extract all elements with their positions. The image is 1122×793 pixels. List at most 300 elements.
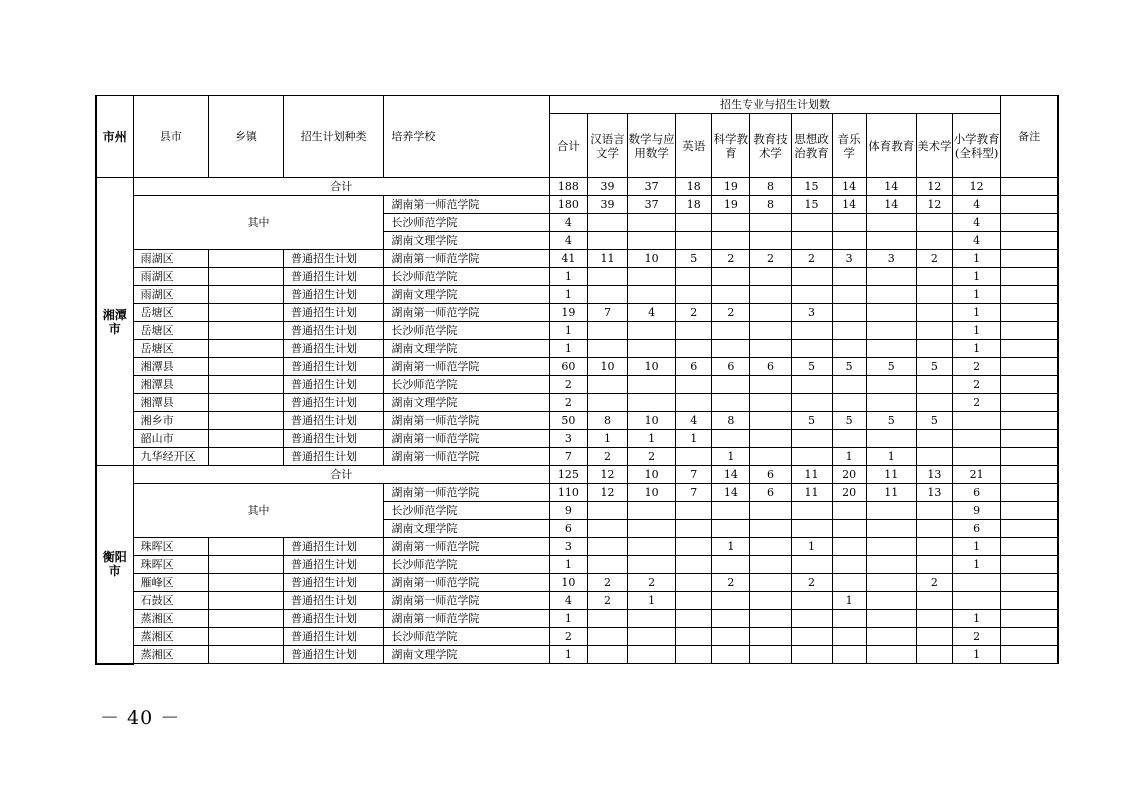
value-cell (866, 610, 916, 628)
value-cell (587, 232, 627, 250)
value-cell (628, 268, 676, 286)
value-cell (587, 628, 627, 646)
value-cell (712, 646, 750, 664)
school-cell: 湖南第一师范学院 (384, 304, 549, 322)
value-cell: 3 (866, 250, 916, 268)
value-cell: 5 (791, 358, 832, 376)
value-cell: 6 (549, 520, 587, 538)
value-cell (866, 646, 916, 664)
header-col-math: 数学与应用数学 (628, 114, 676, 178)
value-cell (791, 340, 832, 358)
value-cell: 18 (676, 196, 712, 214)
value-cell (832, 232, 866, 250)
value-cell (750, 592, 791, 610)
value-cell: 6 (952, 520, 1000, 538)
value-cell: 10 (628, 412, 676, 430)
value-cell: 125 (549, 466, 587, 484)
value-cell (832, 322, 866, 340)
value-cell (866, 340, 916, 358)
value-cell (587, 556, 627, 574)
value-cell: 11 (791, 466, 832, 484)
plan-type-cell: 普通招生计划 (284, 628, 384, 646)
county-cell: 湘潭县 (133, 394, 208, 412)
value-cell (791, 520, 832, 538)
value-cell (916, 430, 952, 448)
value-cell (750, 430, 791, 448)
school-cell: 长沙师范学院 (384, 628, 549, 646)
value-cell: 5 (676, 250, 712, 268)
value-cell: 1 (549, 646, 587, 664)
header-col-science: 科学教育 (712, 114, 750, 178)
value-cell: 1 (712, 538, 750, 556)
enrollment-plan-table (95, 95, 1059, 665)
county-cell: 岳塘区 (133, 304, 208, 322)
value-cell (791, 430, 832, 448)
value-cell (587, 340, 627, 358)
town-cell (208, 322, 283, 340)
school-cell: 湖南文理学院 (384, 394, 549, 412)
value-cell: 2 (791, 574, 832, 592)
value-cell: 1 (832, 448, 866, 466)
city-name: 衡阳市 (96, 466, 133, 664)
value-cell: 1 (952, 322, 1000, 340)
value-cell (712, 322, 750, 340)
value-cell: 2 (952, 376, 1000, 394)
value-cell: 14 (712, 484, 750, 502)
header-plan-type: 招生计划种类 (284, 96, 384, 178)
county-cell: 岳塘区 (133, 322, 208, 340)
value-cell (791, 214, 832, 232)
value-cell (628, 556, 676, 574)
value-cell (916, 214, 952, 232)
value-cell (712, 628, 750, 646)
plan-type-cell: 普通招生计划 (284, 340, 384, 358)
value-cell (916, 304, 952, 322)
value-cell: 20 (832, 484, 866, 502)
value-cell: 37 (628, 178, 676, 196)
remark-cell (1001, 538, 1058, 556)
town-cell (208, 610, 283, 628)
plan-type-cell: 普通招生计划 (284, 412, 384, 430)
remark-cell (1001, 412, 1058, 430)
value-cell (791, 268, 832, 286)
header-col-politics: 思想政治教育 (791, 114, 832, 178)
value-cell: 7 (587, 304, 627, 322)
value-cell (676, 610, 712, 628)
county-cell: 雨湖区 (133, 286, 208, 304)
county-cell: 雨湖区 (133, 268, 208, 286)
table-row (96, 268, 1058, 286)
school-cell: 湖南第一师范学院 (384, 250, 549, 268)
header-col-art: 美术学 (916, 114, 952, 178)
value-cell: 6 (750, 466, 791, 484)
school-cell: 湖南第一师范学院 (384, 358, 549, 376)
county-cell: 韶山市 (133, 430, 208, 448)
value-cell: 110 (549, 484, 587, 502)
value-cell (676, 376, 712, 394)
remark-cell (1001, 214, 1058, 232)
value-cell: 7 (676, 466, 712, 484)
value-cell (750, 376, 791, 394)
value-cell (628, 376, 676, 394)
county-cell: 石鼓区 (133, 592, 208, 610)
value-cell (916, 268, 952, 286)
value-cell (952, 448, 1000, 466)
value-cell (628, 232, 676, 250)
value-cell: 4 (549, 232, 587, 250)
school-cell: 湖南文理学院 (384, 340, 549, 358)
value-cell: 2 (750, 250, 791, 268)
table-row (96, 610, 1058, 628)
school-cell: 湖南文理学院 (384, 286, 549, 304)
value-cell (712, 430, 750, 448)
school-cell: 长沙师范学院 (384, 376, 549, 394)
value-cell (628, 628, 676, 646)
school-cell: 湖南第一师范学院 (384, 430, 549, 448)
value-cell: 11 (866, 466, 916, 484)
plan-type-cell: 普通招生计划 (284, 430, 384, 448)
remark-cell (1001, 628, 1058, 646)
town-cell (208, 394, 283, 412)
town-cell (208, 340, 283, 358)
town-cell (208, 286, 283, 304)
value-cell: 2 (791, 250, 832, 268)
value-cell (952, 592, 1000, 610)
value-cell: 18 (676, 178, 712, 196)
value-cell: 19 (712, 196, 750, 214)
header-col-english: 英语 (676, 114, 712, 178)
school-cell: 长沙师范学院 (384, 214, 549, 232)
value-cell (587, 376, 627, 394)
value-cell (676, 322, 712, 340)
value-cell (587, 610, 627, 628)
remark-cell (1001, 250, 1058, 268)
town-cell (208, 268, 283, 286)
value-cell: 1 (549, 268, 587, 286)
value-cell: 4 (952, 214, 1000, 232)
value-cell (916, 448, 952, 466)
value-cell (832, 628, 866, 646)
value-cell (791, 646, 832, 664)
county-cell: 湘潭县 (133, 376, 208, 394)
value-cell (712, 340, 750, 358)
value-cell (676, 286, 712, 304)
value-cell (712, 214, 750, 232)
value-cell (791, 502, 832, 520)
value-cell (791, 376, 832, 394)
value-cell (866, 268, 916, 286)
county-cell: 雁峰区 (133, 574, 208, 592)
plan-type-cell: 普通招生计划 (284, 268, 384, 286)
plan-type-cell: 普通招生计划 (284, 376, 384, 394)
value-cell: 10 (628, 250, 676, 268)
value-cell (750, 502, 791, 520)
value-cell: 10 (628, 484, 676, 502)
value-cell: 39 (587, 178, 627, 196)
value-cell (750, 214, 791, 232)
value-cell (866, 628, 916, 646)
value-cell: 10 (549, 574, 587, 592)
value-cell: 5 (832, 358, 866, 376)
value-cell (916, 556, 952, 574)
value-cell: 19 (549, 304, 587, 322)
page-number: － 40 － (100, 707, 181, 729)
value-cell: 3 (791, 304, 832, 322)
value-cell (866, 322, 916, 340)
value-cell (916, 286, 952, 304)
value-cell (916, 322, 952, 340)
value-cell (832, 646, 866, 664)
remark-cell (1001, 592, 1058, 610)
header-col-chinese: 汉语言文学 (587, 114, 627, 178)
school-cell: 湖南第一师范学院 (384, 196, 549, 214)
value-cell: 14 (866, 196, 916, 214)
value-cell: 2 (712, 574, 750, 592)
value-cell: 4 (549, 592, 587, 610)
value-cell (587, 286, 627, 304)
header-row-top (96, 96, 1058, 114)
value-cell: 1 (952, 268, 1000, 286)
value-cell (832, 610, 866, 628)
value-cell: 37 (628, 196, 676, 214)
value-cell (916, 376, 952, 394)
value-cell (791, 448, 832, 466)
remark-cell (1001, 322, 1058, 340)
value-cell: 2 (549, 394, 587, 412)
value-cell: 6 (750, 358, 791, 376)
total-row (96, 178, 1058, 196)
value-cell (712, 394, 750, 412)
value-cell: 10 (628, 358, 676, 376)
value-cell: 2 (712, 250, 750, 268)
value-cell: 19 (712, 178, 750, 196)
value-cell (832, 430, 866, 448)
table-row (96, 394, 1058, 412)
value-cell: 12 (916, 196, 952, 214)
value-cell (676, 268, 712, 286)
table-row (96, 430, 1058, 448)
value-cell: 1 (549, 286, 587, 304)
value-cell (750, 538, 791, 556)
remark-cell (1001, 232, 1058, 250)
table-row (96, 358, 1058, 376)
value-cell: 1 (549, 322, 587, 340)
value-cell (587, 268, 627, 286)
remark-cell (1001, 520, 1058, 538)
subtotal-row (96, 484, 1058, 502)
value-cell (832, 538, 866, 556)
value-cell: 2 (916, 250, 952, 268)
table-row (96, 286, 1058, 304)
value-cell: 180 (549, 196, 587, 214)
value-cell (750, 268, 791, 286)
table-row (96, 376, 1058, 394)
value-cell (628, 322, 676, 340)
value-cell (791, 610, 832, 628)
value-cell: 15 (791, 196, 832, 214)
plan-type-cell: 普通招生计划 (284, 574, 384, 592)
value-cell (712, 232, 750, 250)
town-cell (208, 430, 283, 448)
value-cell (866, 520, 916, 538)
school-cell: 长沙师范学院 (384, 322, 549, 340)
value-cell: 4 (628, 304, 676, 322)
header-city: 市州 (96, 96, 133, 178)
value-cell (587, 520, 627, 538)
value-cell: 2 (712, 304, 750, 322)
value-cell (676, 520, 712, 538)
value-cell: 3 (549, 538, 587, 556)
value-cell (866, 304, 916, 322)
remark-cell (1001, 448, 1058, 466)
value-cell (832, 268, 866, 286)
value-cell (916, 520, 952, 538)
value-cell: 5 (866, 412, 916, 430)
value-cell: 14 (712, 466, 750, 484)
value-cell (952, 574, 1000, 592)
value-cell (916, 502, 952, 520)
value-cell (676, 232, 712, 250)
header-major-group: 招生专业与招生计划数 (549, 96, 1000, 114)
value-cell (866, 214, 916, 232)
value-cell (676, 646, 712, 664)
plan-type-cell: 普通招生计划 (284, 250, 384, 268)
value-cell: 2 (628, 574, 676, 592)
value-cell: 1 (587, 430, 627, 448)
value-cell (952, 430, 1000, 448)
value-cell (712, 376, 750, 394)
value-cell: 1 (952, 556, 1000, 574)
school-cell: 湖南第一师范学院 (384, 610, 549, 628)
school-cell: 长沙师范学院 (384, 502, 549, 520)
plan-type-cell: 普通招生计划 (284, 538, 384, 556)
value-cell (791, 322, 832, 340)
value-cell: 12 (952, 178, 1000, 196)
subtotal-row (96, 196, 1058, 214)
value-cell: 60 (549, 358, 587, 376)
school-cell: 湖南文理学院 (384, 520, 549, 538)
remark-cell (1001, 304, 1058, 322)
value-cell: 41 (549, 250, 587, 268)
school-cell: 湖南第一师范学院 (384, 412, 549, 430)
value-cell: 11 (587, 250, 627, 268)
value-cell: 1 (952, 538, 1000, 556)
value-cell (676, 214, 712, 232)
value-cell: 5 (866, 358, 916, 376)
value-cell (916, 232, 952, 250)
value-cell: 6 (952, 484, 1000, 502)
value-cell (866, 394, 916, 412)
county-cell: 蒸湘区 (133, 610, 208, 628)
town-cell (208, 250, 283, 268)
value-cell (628, 538, 676, 556)
value-cell: 21 (952, 466, 1000, 484)
value-cell (750, 394, 791, 412)
subtotal-label: 其中 (133, 196, 384, 250)
plan-type-cell: 普通招生计划 (284, 322, 384, 340)
value-cell (750, 556, 791, 574)
value-cell: 12 (587, 484, 627, 502)
remark-cell (1001, 610, 1058, 628)
plan-type-cell: 普通招生计划 (284, 448, 384, 466)
value-cell: 50 (549, 412, 587, 430)
county-cell: 岳塘区 (133, 340, 208, 358)
value-cell: 1 (791, 538, 832, 556)
value-cell: 8 (587, 412, 627, 430)
header-col-pe: 体育教育 (866, 114, 916, 178)
value-cell (866, 376, 916, 394)
remark-cell (1001, 376, 1058, 394)
town-cell (208, 448, 283, 466)
value-cell: 14 (832, 178, 866, 196)
subtotal-label: 其中 (133, 484, 384, 538)
value-cell (750, 448, 791, 466)
value-cell (832, 340, 866, 358)
school-cell: 湖南文理学院 (384, 232, 549, 250)
town-cell (208, 412, 283, 430)
value-cell (916, 340, 952, 358)
value-cell: 39 (587, 196, 627, 214)
value-cell (676, 502, 712, 520)
value-cell (791, 592, 832, 610)
value-cell (750, 412, 791, 430)
value-cell: 6 (676, 358, 712, 376)
value-cell (628, 214, 676, 232)
value-cell: 8 (750, 196, 791, 214)
header-town: 乡镇 (208, 96, 283, 178)
value-cell (676, 592, 712, 610)
value-cell (628, 286, 676, 304)
value-cell (628, 610, 676, 628)
value-cell: 8 (750, 178, 791, 196)
value-cell: 1 (952, 340, 1000, 358)
value-cell: 20 (832, 466, 866, 484)
value-cell (866, 286, 916, 304)
value-cell (866, 592, 916, 610)
value-cell: 1 (952, 250, 1000, 268)
value-cell (866, 538, 916, 556)
table-row (96, 322, 1058, 340)
plan-type-cell: 普通招生计划 (284, 394, 384, 412)
remark-cell (1001, 502, 1058, 520)
town-cell (208, 376, 283, 394)
county-cell: 雨湖区 (133, 250, 208, 268)
header-remark: 备注 (1001, 96, 1058, 178)
town-cell (208, 646, 283, 664)
value-cell (750, 340, 791, 358)
county-cell: 湘潭县 (133, 358, 208, 376)
plan-type-cell: 普通招生计划 (284, 358, 384, 376)
value-cell (952, 412, 1000, 430)
value-cell: 1 (952, 646, 1000, 664)
value-cell (712, 502, 750, 520)
value-cell (916, 592, 952, 610)
value-cell (587, 214, 627, 232)
remark-cell (1001, 196, 1058, 214)
value-cell (750, 628, 791, 646)
school-cell: 长沙师范学院 (384, 268, 549, 286)
value-cell: 11 (791, 484, 832, 502)
value-cell: 4 (952, 196, 1000, 214)
value-cell (791, 232, 832, 250)
value-cell: 3 (549, 430, 587, 448)
plan-type-cell: 普通招生计划 (284, 592, 384, 610)
value-cell: 6 (712, 358, 750, 376)
value-cell (750, 304, 791, 322)
remark-cell (1001, 646, 1058, 664)
town-cell (208, 556, 283, 574)
value-cell (750, 610, 791, 628)
